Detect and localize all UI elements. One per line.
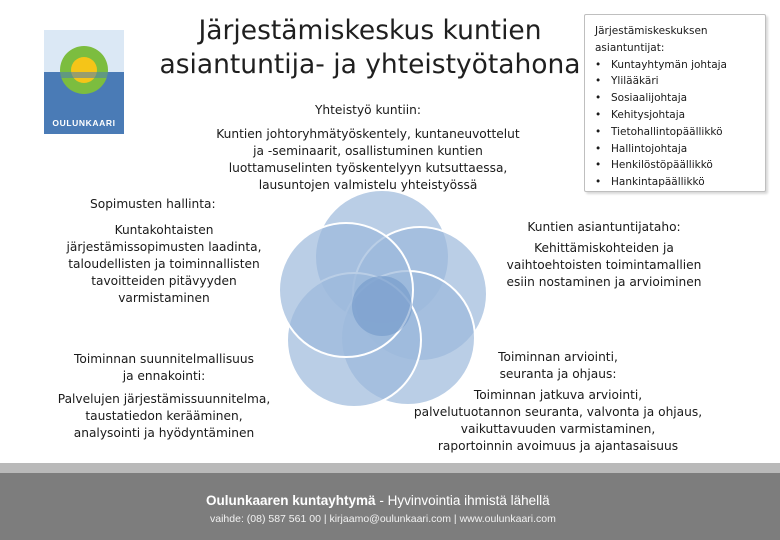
block-heading-line-2: ja ennakointi: xyxy=(122,369,206,383)
block-line: taloudellisten ja toiminnallisten xyxy=(68,257,260,271)
footer-divider xyxy=(0,463,780,473)
block-line: Palvelujen järjestämissuunnitelma, xyxy=(57,392,271,406)
block-heading-line-1: Toiminnan suunnitelmallisuus xyxy=(74,352,254,366)
block-line: vaikuttavuuden varmistaminen, xyxy=(460,422,656,436)
block-contracts xyxy=(44,196,284,307)
block-heading xyxy=(46,351,282,385)
block-line: lausuntojen valmistelu yhteistyössä xyxy=(258,178,478,192)
block-municipal-experts xyxy=(482,219,726,291)
block-cooperation xyxy=(196,102,540,194)
block-heading-line-2: seuranta ja ohjaus: xyxy=(499,367,617,381)
footer-tagline: - Hyvinvointia ihmistä lähellä xyxy=(379,493,550,508)
block-line: analysointi ja hyödyntäminen xyxy=(73,426,255,440)
block-line: taustatiedon kerääminen, xyxy=(85,409,243,423)
title-line-2: asiantuntija- ja yhteistyötahona xyxy=(159,49,581,80)
list-item: • Hallintojohtaja xyxy=(595,141,759,158)
block-line: Toiminnan jatkuva arviointi, xyxy=(473,388,643,402)
block-planning xyxy=(46,351,282,442)
list-item: • Sosiaalijohtaja xyxy=(595,90,759,107)
block-line: raportoinnin avoimuus ja ajantasaisuus xyxy=(437,439,679,453)
footer xyxy=(0,463,780,540)
footer-title xyxy=(206,493,550,508)
block-line: Kuntakohtaisten xyxy=(114,223,214,237)
experts-heading-line-2: asiantuntijat: xyxy=(595,41,665,54)
logo-name: OULUNKAARI xyxy=(44,112,124,134)
block-line: vaihtoehtoisten toimintamallien xyxy=(506,258,702,272)
title-line-1: Järjestämiskeskus kuntien xyxy=(198,15,542,46)
block-line: Kuntien johtoryhmätyöskentely, kuntaneuvottelut xyxy=(216,127,520,141)
experts-heading-line-1: Järjestämiskeskuksen xyxy=(595,25,708,37)
list-item: • Kuntayhtymän johtaja xyxy=(595,57,759,74)
block-line: järjestämissopimusten laadinta, xyxy=(66,240,262,254)
footer-contact: vaihde: (08) 587 561 00 | kirjaamo@oulunkaari.com | www.oulunkaari.com xyxy=(210,513,556,525)
list-item: • Hankintapäällikkö xyxy=(595,174,759,191)
block-line: tavoitteiden pitävyyden xyxy=(91,274,237,288)
block-line: esiin nostaminen ja arvioiminen xyxy=(506,275,702,289)
list-item: • Ylilääkäri xyxy=(595,73,759,90)
block-evaluation xyxy=(396,349,720,455)
block-line: luottamuselinten työskentelyyn kutsuttaessa, xyxy=(228,161,508,175)
block-line: palvelutuotannon seuranta, valvonta ja ohjaus, xyxy=(413,405,703,419)
block-line: Kehittämiskohteiden ja xyxy=(534,241,674,255)
block-heading: Yhteistyö kuntiin: xyxy=(314,103,421,117)
venn-center-overlap xyxy=(352,276,412,336)
block-heading: Kuntien asiantuntijataho: xyxy=(527,220,681,234)
list-item: • Tietohallintopäällikkö xyxy=(595,124,759,141)
list-item: • Henkilöstöpäällikkö xyxy=(595,157,759,174)
block-heading-line-1: Toiminnan arviointi, xyxy=(498,350,618,364)
block-heading xyxy=(396,349,720,383)
block-line: ja -seminaarit, osallistuminen kuntien xyxy=(253,144,483,158)
block-line: varmistaminen xyxy=(118,291,210,305)
footer-org-name: Oulunkaaren kuntayhtymä xyxy=(206,493,376,508)
list-item: • Kehitysjohtaja xyxy=(595,107,759,124)
block-heading: Sopimusten hallinta: xyxy=(90,197,216,211)
